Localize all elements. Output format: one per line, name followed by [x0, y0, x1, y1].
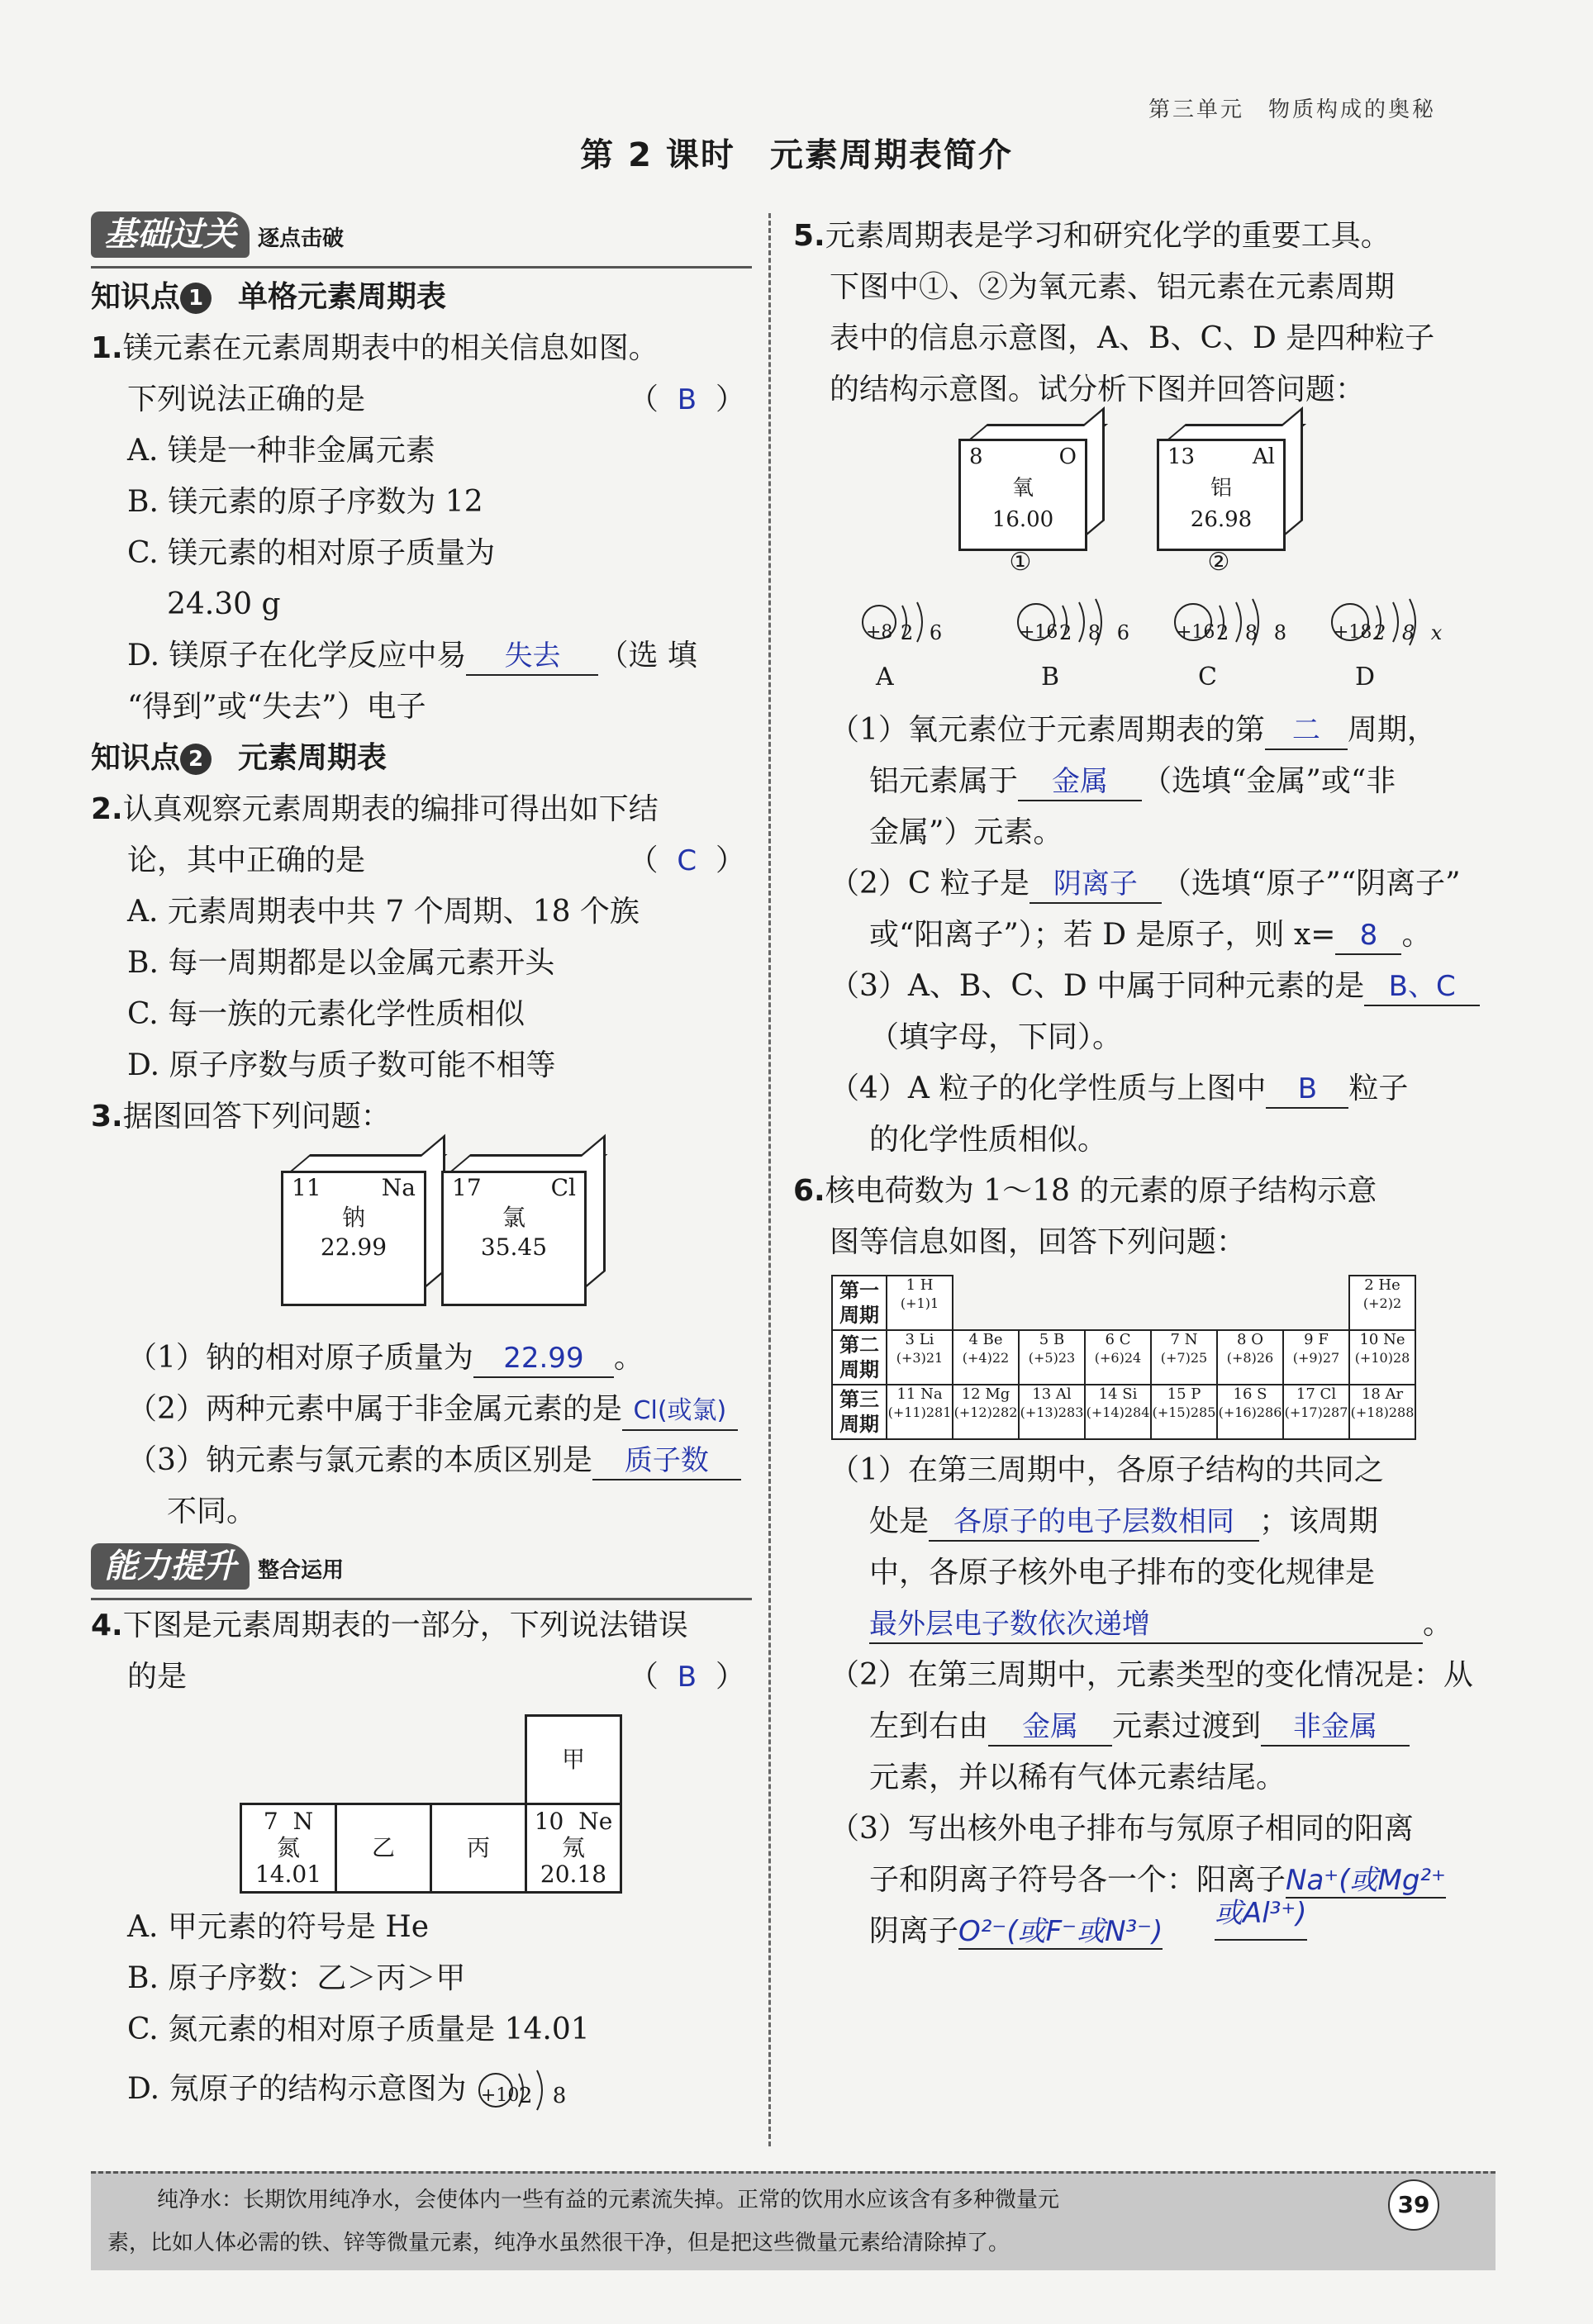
question-stem: 论，其中正确的是 — [127, 844, 366, 877]
nucleus-charge: +10 — [480, 2085, 520, 2106]
element-cell — [1085, 1330, 1151, 1385]
right-column — [793, 211, 1496, 1957]
question-stem: 下图中①、②为氧元素、铝元素在元素周期 — [830, 270, 1396, 304]
element-label: 14 Si — [1098, 1385, 1138, 1403]
atom-structure: (+17)287 — [1284, 1404, 1348, 1420]
option-b: B. 原子序数：乙＞丙＞甲 — [127, 1961, 466, 1995]
answer-blank: B — [1266, 1071, 1348, 1109]
cell-bing: 丙 — [431, 1804, 526, 1893]
question-stem: 认真观察元素周期表的编排可得出如下结 — [122, 792, 659, 826]
particle-a: +8 2 6 A — [859, 597, 967, 688]
empty-cell — [1151, 1276, 1217, 1330]
element-cell — [1283, 1330, 1349, 1385]
option-a: A. 元素周期表中共 7 个周期、18 个族 — [127, 895, 640, 929]
period-row — [832, 1276, 1415, 1330]
sub-question: （1）钠的相对原子质量为 — [127, 1341, 473, 1375]
sub-question: （4）A 粒子的化学性质与上图中 — [830, 1072, 1267, 1105]
cell-n: 7 N 氮 14.01 — [241, 1804, 336, 1893]
answer-paren: （ C ） — [628, 844, 745, 877]
element-label: 8 O — [1237, 1331, 1263, 1348]
kp-label: 知识点 — [91, 280, 181, 314]
footer-note — [91, 2171, 1496, 2270]
answer-blank: Na⁺(或Mg²⁺ — [1286, 1864, 1446, 1897]
answer-blank: 8 — [1335, 917, 1401, 955]
element-cell — [953, 1385, 1019, 1439]
element-box-o: 8 O 氧 16.00 — [958, 439, 1087, 551]
element-cell — [887, 1385, 953, 1439]
question-number: 5. — [793, 219, 825, 253]
atom-structure: (+12)282 — [953, 1404, 1018, 1420]
figure-mark: ① — [1009, 548, 1032, 577]
answer-blank: 金属 — [1018, 763, 1142, 801]
sub-question: （1）在第三周期中，各原子结构的共同之 — [830, 1453, 1384, 1487]
footer-line: 素，比如人体必需的铁、锌等微量元素，纯净水虽然很干净，但是把这些微量元素给清除掉了。 — [107, 2231, 1010, 2255]
sub-question: （1）氧元素位于元素周期表的第 — [830, 713, 1265, 747]
option-c: C. 氮元素的相对原子质量是 14.01 — [127, 2013, 590, 2046]
question-5: 5.元素周期表是学习和研究化学的重要工具。 下图中①、②为氧元素、铝元素在元素周期 表中的信息示意图，A、B、C、D 是四种粒子 的结构示意图。试分析下图并回答问题： 8 O 氧 16.00 ① 13 Al 铝 26.98 ② +8 2 6 A +16 2 8 6 B +16 2 8 8 C +18 2 8 x D （1）氧元素位于元素周期表的第 二 周期， 铝元素属于 金属 （选填“金属”或“非 金属”）元素。 （2）C 粒子是 阴离子 （选填“原子”“阴离子” 或“阳离子”）；若 D 是原子，则 x= 8 。 （3）A、B、C、D 中属于同种元素的是 B、C （填字母，下同）。 （4）A 粒子的化学性质与上图中 B 粒子 的化学性质相似。 — [793, 211, 1496, 1166]
element-label: 5 B — [1039, 1331, 1065, 1348]
question-number: 6. — [793, 1174, 825, 1208]
question-number: 1. — [91, 331, 123, 365]
atom-structure: (+16)286 — [1218, 1404, 1282, 1420]
element-label: 3 Li — [905, 1331, 934, 1348]
kp-label: 知识点 — [91, 741, 181, 775]
question-stem: 核电荷数为 1～18 的元素的原子结构示意 — [825, 1174, 1377, 1208]
question-stem: 下列说法正确的是 — [127, 383, 366, 416]
element-cell — [1019, 1330, 1085, 1385]
section-rule — [91, 266, 752, 269]
period-head: 第三周期 — [832, 1385, 887, 1439]
kp-name: 元素周期表 — [238, 741, 388, 775]
sub-question: （2）在第三周期中，元素类型的变化情况是：从 — [830, 1658, 1473, 1692]
empty-cell — [1217, 1276, 1283, 1330]
atom-structure: (+15)285 — [1152, 1404, 1216, 1420]
atom-structure: (+13)283 — [1020, 1404, 1084, 1420]
atomic-mass: 22.99 — [320, 1233, 388, 1261]
element-box-na — [281, 1171, 426, 1306]
option-b: B. 每一周期都是以金属元素开头 — [127, 946, 555, 980]
question-1 — [91, 323, 752, 733]
atom-structure: (+4)22 — [962, 1350, 1010, 1366]
atom-structure: (+11)281 — [887, 1404, 952, 1420]
answer-blank: 失去 — [466, 638, 598, 676]
empty-cell — [1085, 1276, 1151, 1330]
section-banner: 基础过关 — [91, 211, 250, 258]
section-sub: 整合运用 — [258, 1558, 345, 1583]
empty-cell — [1019, 1276, 1085, 1330]
atom-structure: (+5)23 — [1028, 1350, 1076, 1366]
kp-name: 单格元素周期表 — [238, 280, 447, 314]
answer-blank: O²⁻(或F⁻或N³⁻) — [958, 1915, 1163, 1948]
atom-structure: (+7)25 — [1160, 1350, 1208, 1366]
answer-choice: B — [677, 383, 697, 416]
sub-question: （3）A、B、C、D 中属于同种元素的是 — [830, 969, 1365, 1003]
particle-label: B — [1041, 663, 1060, 691]
section-basic — [91, 211, 752, 269]
atom-structure: (+3)21 — [896, 1350, 944, 1366]
atomic-number: 11 — [292, 1174, 321, 1201]
answer-paren: （ B ） — [628, 383, 745, 416]
question-stem: 图等信息如图，回答下列问题： — [830, 1225, 1247, 1259]
question-number: 3. — [91, 1100, 123, 1133]
atomic-mass: 35.45 — [480, 1233, 548, 1261]
question-stem: 镁元素在元素周期表中的相关信息如图。 — [122, 331, 659, 365]
element-label: 2 He — [1364, 1276, 1400, 1294]
cell-ne: 10 Ne 氖 20.18 — [526, 1804, 621, 1893]
atom-structure: (+1)1 — [900, 1295, 939, 1311]
left-column — [91, 211, 752, 2115]
option-d: D. 镁原子在化学反应中易 — [127, 639, 467, 672]
element-name: 氯 — [502, 1204, 525, 1231]
answer-blank: 非金属 — [1261, 1709, 1410, 1747]
period-row — [832, 1330, 1415, 1385]
question-stem: 元素周期表是学习和研究化学的重要工具。 — [825, 219, 1391, 253]
element-symbol: Na — [381, 1174, 416, 1201]
cell-yi: 乙 — [336, 1804, 431, 1893]
question-number: 4. — [91, 1609, 123, 1642]
knowledge-point-1 — [91, 272, 752, 323]
option-c: C. 每一族的元素化学性质相似 — [127, 997, 525, 1031]
element-cell — [887, 1276, 953, 1330]
sub-question: （3）钠元素与氯元素的本质区别是 — [127, 1443, 592, 1477]
answer-blank-cont: 或Al³⁺) — [1215, 1888, 1307, 1941]
element-label: 10 Ne — [1359, 1331, 1405, 1348]
footer-line: 纯净水：长期饮用纯净水，会使体内一些有益的元素流失掉。正常的饮用水应该含有多种微量元 — [157, 2188, 1060, 2212]
option-d: D. 氖原子的结构示意图为 — [127, 2072, 467, 2106]
element-cell — [1019, 1385, 1085, 1439]
atom-structure: (+14)284 — [1086, 1404, 1150, 1420]
element-label: 1 H — [906, 1276, 934, 1294]
answer-blank: 各原子的电子层数相同 — [929, 1504, 1259, 1542]
element-cell — [1283, 1385, 1349, 1439]
element-label: 17 Cl — [1296, 1385, 1337, 1403]
answer-blank: Cl(或氯) — [622, 1393, 738, 1431]
element-label: 11 Na — [896, 1385, 943, 1403]
period-head: 第二周期 — [832, 1330, 887, 1385]
option-b: B. 镁元素的原子序数为 12 — [127, 485, 483, 519]
question-stem: 下图是元素周期表的一部分，下列说法错误 — [122, 1609, 688, 1642]
element-box-al: 13 Al 铝 26.98 — [1157, 439, 1286, 551]
sub-question: （2）C 粒子是 — [830, 867, 1030, 901]
element-cell — [1349, 1276, 1415, 1330]
question-stem: 表中的信息示意图，A、B、C、D 是四种粒子 — [830, 321, 1435, 355]
option-d: D. 原子序数与质子数可能不相等 — [127, 1048, 556, 1082]
kp-number: 1 — [180, 283, 212, 314]
period-head: 第一周期 — [832, 1276, 887, 1330]
option-d-hint: （选 填 — [598, 639, 697, 672]
option-a: A. 镁是一种非金属元素 — [127, 434, 435, 468]
periodic-table-1-18 — [831, 1275, 1416, 1440]
element-label: 7 N — [1170, 1331, 1198, 1348]
question-6: 6.核电荷数为 1～18 的元素的原子结构示意 图等信息如图，回答下列问题： 第一周期 1 H (+1)1 2 He (+2)2 第二周期 3 Li (+3)21 4 Be (+4)22 5 B (+5)23 6 C (+6)24 7 N (+7)25 8 O (+8)26 9 F (+9)27 10 Ne (+10)28 第三周期 11 Na (+11)281 12 Mg (+12)282 13 Al (+13)283 14 Si (+14)284 15 P (+15)285 16 S (+16)286 17 Cl (+17)287 18 Ar (+18)288 （1）在第三周期中，各原子结构的共同之 处是 各原子的电子层数相同 ；该周期 中，各原子核外电子排布的变化规律是 最外层电子数依次递增 。 （2）在第三周期中，元素类型的变化情况是：从 左到右由 金属 元素过渡到 非金属 元素，并以稀有气体元素结尾。 （3）写出核外电子排布与氖原子相同的阳离 子和阴离子符号各一个：阳离子Na⁺(或Mg²⁺ 阴离子O²⁻(或F⁻或N³⁻) 或Al³⁺) — [793, 1166, 1496, 1957]
answer-blank: B、C — [1364, 968, 1480, 1006]
particle-label: C — [1198, 663, 1217, 691]
answer-paren: （ B ） — [628, 1660, 745, 1694]
answer-blank: 最外层电子数依次递增 — [869, 1606, 1423, 1644]
question-stem: 的是 — [127, 1660, 188, 1694]
particle-diagrams — [793, 581, 1496, 705]
answer-choice: B — [677, 1661, 697, 1694]
neon-atom-diagram — [476, 2070, 575, 2112]
empty-cell — [1283, 1276, 1349, 1330]
page-number: 39 — [1388, 2179, 1439, 2231]
option-d-cont: “得到”或“失去”）电子 — [127, 690, 426, 724]
o-al-figure — [793, 416, 1496, 581]
element-label: 18 Ar — [1361, 1385, 1404, 1403]
element-cell — [1349, 1330, 1415, 1385]
element-cell — [1217, 1330, 1283, 1385]
particle-b: +16 2 8 6 B — [1016, 597, 1140, 688]
atom-structure: (+6)24 — [1094, 1350, 1142, 1366]
element-label: 12 Mg — [961, 1385, 1010, 1403]
element-symbol: Cl — [550, 1174, 576, 1201]
question-number: 2. — [91, 792, 123, 826]
knowledge-point-2 — [91, 733, 752, 784]
element-label: 6 C — [1105, 1331, 1131, 1348]
particle-label: A — [876, 663, 894, 691]
shell-electrons: 2 8 — [518, 2084, 573, 2108]
question-3: 3.据图回答下列问题： 11 Na 钠 22.99 17 Cl 氯 35.45 （1）钠的相对原子质量为 22.99 。 （2）两种元素中属于非金属元素的是 Cl(或氯) （3）钠元素与氯元素的本质区别是 质子数 不同。 — [91, 1091, 752, 1537]
answer-blank: 22.99 — [473, 1340, 614, 1378]
answer-blank: 阴离子 — [1030, 866, 1162, 904]
figure-mark: ② — [1207, 548, 1230, 577]
element-cell — [1151, 1385, 1217, 1439]
column-divider — [768, 213, 771, 2146]
na-cl-figure — [91, 1143, 752, 1333]
sub-question-cont: 不同。 — [167, 1495, 257, 1528]
section-banner: 能力提升 — [91, 1543, 250, 1590]
element-label: 9 F — [1304, 1331, 1329, 1348]
section-sub: 逐点击破 — [258, 226, 345, 251]
element-cell — [1349, 1385, 1415, 1439]
atom-structure: (+9)27 — [1292, 1350, 1340, 1366]
option-c-cont: 24.30 g — [167, 587, 281, 621]
element-label: 4 Be — [968, 1331, 1003, 1348]
section-ability — [91, 1542, 752, 1600]
particle-d: +18 2 8 x D — [1330, 597, 1454, 688]
atom-structure: (+10)28 — [1354, 1350, 1410, 1366]
answer-blank: 二 — [1265, 712, 1348, 750]
cell-jia: 甲 — [526, 1716, 621, 1804]
atom-structure: (+8)26 — [1226, 1350, 1274, 1366]
atom-structure: (+2)2 — [1362, 1295, 1402, 1311]
option-a: A. 甲元素的符号是 He — [127, 1910, 430, 1944]
element-cell — [887, 1330, 953, 1385]
element-label: 15 P — [1167, 1385, 1201, 1403]
period-row — [832, 1385, 1415, 1439]
sub-question: （3）写出核外电子排布与氖原子相同的阳离 — [830, 1812, 1414, 1846]
element-box-cl — [441, 1171, 587, 1306]
question-4 — [91, 1600, 752, 2115]
question-stem: 的结构示意图。试分析下图并回答问题： — [830, 373, 1366, 406]
page-title: 第 2 课时 元素周期表简介 — [580, 136, 1013, 174]
question-2 — [91, 784, 752, 1091]
particle-label: D — [1355, 663, 1376, 691]
sub-question: （2）两种元素中属于非金属元素的是 — [127, 1392, 622, 1426]
atomic-number: 17 — [452, 1174, 482, 1201]
element-name: 钠 — [341, 1204, 365, 1231]
element-label: 13 Al — [1032, 1385, 1072, 1403]
atom-structure: (+18)288 — [1350, 1404, 1415, 1420]
answer-blank: 金属 — [988, 1709, 1112, 1747]
answer-blank: 质子数 — [592, 1442, 741, 1480]
option-c: C. 镁元素的相对原子质量为 — [127, 536, 496, 570]
empty-cell — [953, 1276, 1019, 1330]
element-cell — [1217, 1385, 1283, 1439]
particle-c: +16 2 8 8 C — [1173, 597, 1297, 688]
question-stem: 据图回答下列问题： — [122, 1100, 391, 1133]
unit-header: 第三单元 物质构成的奥秘 — [1148, 97, 1436, 122]
answer-choice: C — [677, 844, 697, 877]
element-cell — [1085, 1385, 1151, 1439]
periodic-fragment — [240, 1714, 622, 1894]
kp-number: 2 — [180, 744, 212, 775]
element-label: 16 S — [1233, 1385, 1267, 1403]
element-cell — [953, 1330, 1019, 1385]
element-cell — [1151, 1330, 1217, 1385]
